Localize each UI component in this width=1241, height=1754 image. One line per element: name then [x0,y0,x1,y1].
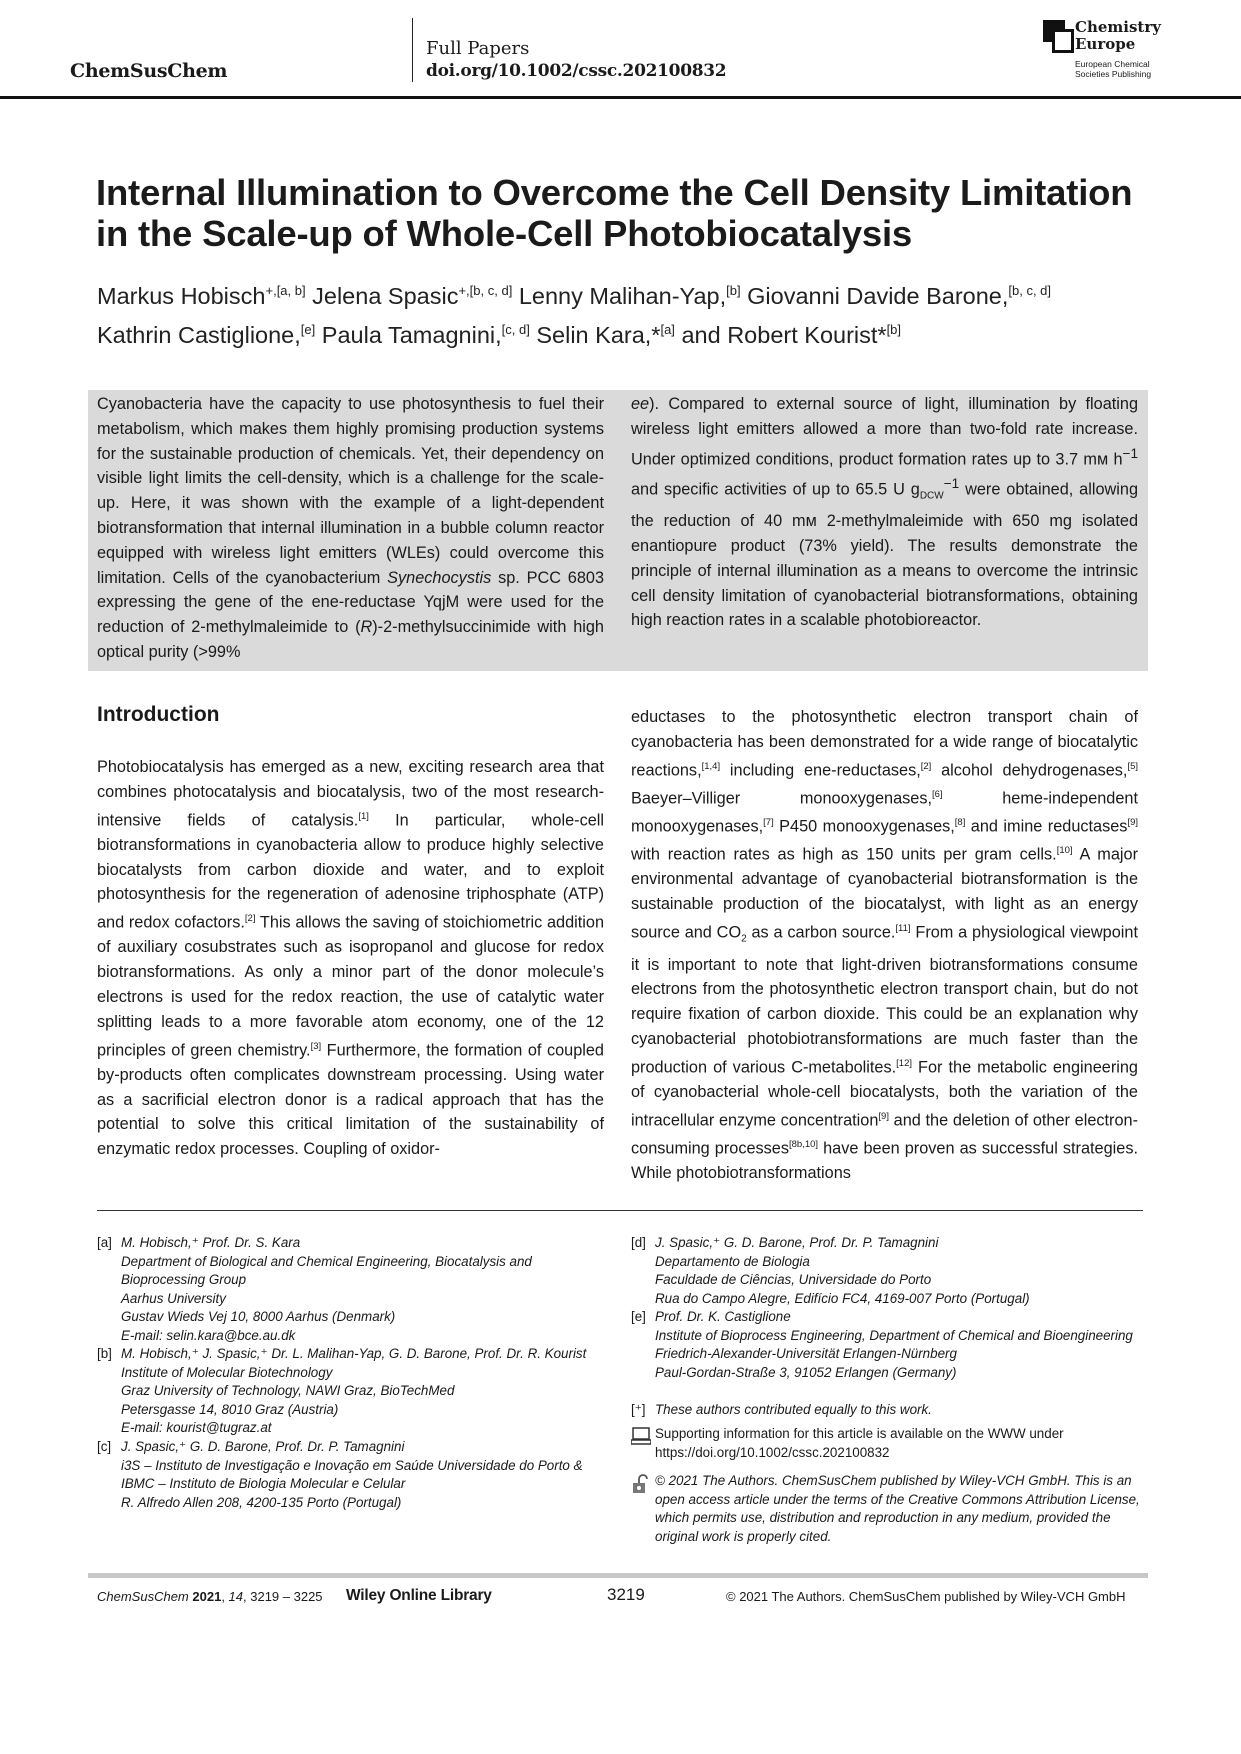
citation-link[interactable]: [2] [244,913,256,925]
citation-link[interactable]: [1] [358,810,369,822]
introduction-left-column: Photobiocatalysis has emerged as a new, exciting research area that combines photocatalysis and biocatalysis, two of the most research-intensive fields of catalysis.[1] In particular, whole-cell biotransformations in cyanobacteria allow to produce highly selective biocatalysts from carbon dioxide and water, and to exploit photosynthesis for the regeneration of adenosine triphosphate (ATP) and redox cofactors.[2] This allows the saving of stoichiometric addition of auxiliary cosubstrates such as isopropanol and glucose for redox biotransformations. As only a minor part of the donor molecule’s electrons is used for the redox reaction, the use of catalytic water splitting leads to a more favorable atom economy, one of the 12 principles of green chemistry.[3] Furthermore, the formation of coupled by-products often complicates downstream processing. Using water as a sacrificial electron donor is a radical approach that has the potential to solve this critical limitation of the sustainability of enzymatic redox processes. Coupling of oxidor- [97,758,604,1159]
citation-link[interactable]: [1,4] [701,760,721,772]
logo-name-line1: Chemistry [1075,18,1161,36]
author-affiliation: [c, d] [501,321,530,337]
computer-icon [631,1427,651,1445]
affiliation-d: [d] J. Spasic,⁺ G. D. Barone, Prof. Dr. P. Tamagnini Departamento de Biologia Faculdade de Ciências, Universidade do Porto Rua do Campo Alegre, Edifício FC4, 4169-007 Porto (Portugal) [631,1235,1030,1306]
author-affiliation: +,[b, c, d] [458,283,513,298]
citation-link[interactable]: [6] [932,788,943,800]
introduction-heading: Introduction [97,703,220,726]
author-name[interactable]: Kathrin Castiglione, [97,321,301,348]
citation-link[interactable]: [11] [895,923,911,935]
author-affiliation: [a] [660,321,675,337]
footer-copyright: © 2021 The Authors. ChemSusChem published by Wiley-VCH GmbH [726,1589,1126,1604]
author-affiliation: [e] [300,321,316,337]
chemistry-europe-logo[interactable] [1043,18,1173,82]
open-access-note: © 2021 The Authors. ChemSusChem published by Wiley-VCH GmbH. This is an open access article under the terms of the Creative Commons Attribution License, which permits use, distribution and reproduction in any medium, provided the original work is properly cited. [631,1472,1141,1546]
abstract-right-column: ee). Compared to external source of light, illumination by floating wireless light emitters allowed a more than two-fold rate increase. Under optimized conditions, product formation rates up to 3.7 mᴍ $h^{-1}$ and specific activities of up to 65.5 U $g_{DCW}^{-1}$ were obtained, allowing the reduction of 40 mᴍ 2-methylmaleimide with 650 mg isolated enantiopure product (73% yield). The results demonstrate the principle of internal illumination as a means to overcome the intrinsic cell density limitation of cyanobacterial biotransformations, obtaining high reaction rates in a scalable photobioreactor. [631,395,1139,630]
equal-contribution-note: [⁺] These authors contributed equally to this work. [631,1402,932,1417]
author-name[interactable]: and Robert Kourist* [681,321,887,348]
supporting-info-note[interactable]: Supporting information for this article is available on the WWW under https://doi.org/10.1002/cssc.202100832 [631,1425,1141,1462]
citation-link[interactable]: [2] [920,760,932,772]
affiliation-c: [c] J. Spasic,⁺ G. D. Barone, Prof. Dr. P. Tamagnini i3S – Instituto de Investigação e Inovação em Saúde Universidade do Porto & IBMC – Instituto de Biologia Molecular e Celular R. Alfredo Allen 208, 4200-135 Porto (Portugal) [97,1439,583,1510]
logo-mark-icon [1043,20,1077,54]
doi-link[interactable]: doi.org/10.1002/cssc.202100832 [426,61,727,81]
author-affiliation: +,[a, b] [265,283,306,298]
author-name[interactable]: Lenny Malihan-Yap, [518,282,727,309]
email-link[interactable]: E-mail: selin.kara@bce.au.dk [121,1327,296,1343]
logo-subtitle-line2: Societies Publishing [1075,69,1152,79]
citation-link[interactable]: [12] [896,1057,913,1069]
citation-link[interactable]: [8] [954,817,966,829]
footer-citation: ChemSusChem 2021, 14, 3219 – 3225 [97,1589,323,1604]
citation-link[interactable]: [9] [1127,817,1138,829]
article-title: Internal Illumination to Overcome the Cell Density Limitation in the Scale-up of Whole-Cell Photobiocatalysis [96,172,1133,254]
author-name[interactable]: Jelena Spasic [312,282,459,309]
author-affiliation: [b] [726,283,741,298]
article-section: Full Papers [426,38,530,59]
author-affiliation: [b, c, d] [1008,283,1052,298]
citation-link[interactable]: [9] [878,1110,889,1122]
citation-link[interactable]: [3] [310,1040,322,1052]
author-list [97,274,1177,352]
author-name[interactable]: Selin Kara,* [536,321,661,348]
author-name[interactable]: Giovanni Davide Barone, [747,282,1009,309]
header-divider [412,18,413,82]
affiliation-e: [e] Prof. Dr. K. Castiglione Institute of Bioprocess Engineering, Department of Chemical and Bioengineering Friedrich-Alexander-Universität Erlangen-Nürnberg Paul-Gordan-Straße 3, 91052 Erlangen (Germany) [631,1309,1133,1380]
logo-subtitle-line1: European Chemical [1075,59,1150,69]
page-number: 3219 [607,1585,645,1604]
header-rule [0,96,1241,99]
journal-name: ChemSusChem [70,60,228,82]
footnote-rule [97,1210,1143,1211]
citation-link[interactable]: [10] [1056,845,1073,857]
citation-link[interactable]: [7] [763,817,774,829]
abstract-left-column: Cyanobacteria have the capacity to use photosynthesis to fuel their metabolism, which makes them highly promising production systems for the sustainable production of chemicals. Yet, their dependency on visible light limits the cell-density, which is a challenge for the scale-up. Here, it was shown with the example of a light-dependent biotransformation that internal illumination in a bubble column reactor equipped with wireless light emitters (WLEs) could overcome this limitation. Cells of the cyanobacterium Synechocystis sp. PCC 6803 expressing the gene of the ene-reductase YqjM were used for the reduction of 2-methylmaleimide to (R)-2-methylsuccinimide with high optical purity (>99% [97,395,605,661]
affiliation-b: [b] M. Hobisch,⁺ J. Spasic,⁺ Dr. L. Malihan-Yap, G. D. Barone, Prof. Dr. R. Kourist Institute of Molecular Biotechnology Graz University of Technology, NAWI Graz, BioTechMed Petersgasse 14, 8010 Graz (Austria) E-mail: kourist@tugraz.at [97,1345,607,1438]
author-name[interactable]: Markus Hobisch [97,282,266,309]
citation-link[interactable]: [5] [1127,760,1138,772]
author-name[interactable]: Paula Tamagnini, [321,321,502,348]
footer-rule [88,1573,1148,1578]
logo-name-line2: Europe [1075,35,1136,53]
affiliation-a: [a] M. Hobisch,⁺ Prof. Dr. S. Kara Department of Biological and Chemical Engineering, Biocatalysis and Bioprocessing Group Aarhus University Gustav Wieds Vej 10, 8000 Aarhus (Denmark) E-mail: selin.kara@bce.au.dk [97,1234,607,1346]
introduction-right-column: eductases to the photosynthetic electron transport chain of cyanobacteria has been demonstrated for a wide range of biocatalytic reactions,[1,4] including ene-reductases,[2] alcohol dehydrogenases,[5] Baeyer–Villiger monooxygenases,[6] heme-independent monooxygenases,[7] P450 monooxygenases,[8] and imine reductases[9] with reaction rates as high as 150 units per gram cells.[10] A major environmental advantage of cyanobacterial biotransformation is the sustainable production of the biocatalyst, with light as an energy source and $CO_2$ as a carbon source.[11] From a physiological viewpoint it is important to note that light-driven biotransformations consume electrons from the photosynthetic electron transport chain, but do not require fixation of carbon dioxide. This could be an explanation why cyanobacterial photobiotransformations are much faster than the production of various C-metabolites.[12] For the metabolic engineering of cyanobacterial whole-cell biocatalysts, both the variation of the intracellular enzyme concentration[9] and the deletion of other electron-consuming processes[8b,10] have been proven as successful strategies. While photobiotransformations [631,708,1138,1183]
open-access-lock-icon [631,1474,651,1494]
wiley-online-library-link[interactable]: Wiley Online Library [346,1587,492,1604]
email-link[interactable]: E-mail: kourist@tugraz.at [121,1420,272,1436]
author-affiliation: [b] [886,321,902,337]
citation-link[interactable]: [8b,10] [789,1138,819,1150]
